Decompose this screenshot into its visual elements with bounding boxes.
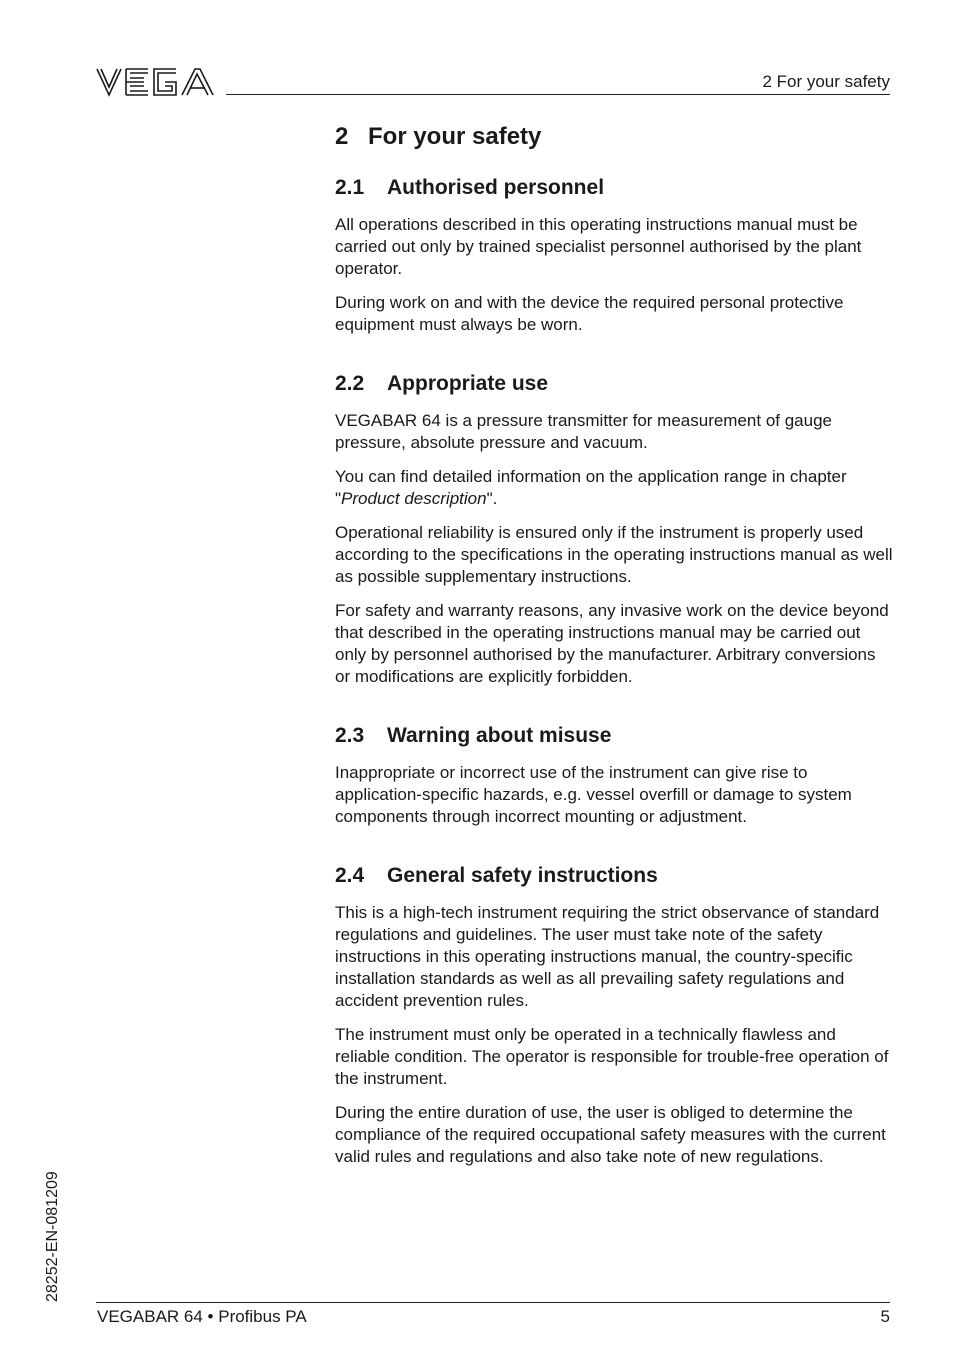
section-number: 2.3 xyxy=(335,724,365,747)
paragraph: VEGABAR 64 is a pressure transmitter for measurement of gauge pressure, absolute pressure and vacuum. xyxy=(335,411,833,452)
section-heading xyxy=(335,862,895,890)
section-authorised-personnel xyxy=(335,174,895,336)
paragraph: For safety and warranty reasons, any invasive work on the device beyond that described in the operating instructions manual may be carried out only by personnel authorised by the manufacturer. Arbitrary conversions or modifications are explicitly forbidden. xyxy=(335,601,889,686)
section-number: 2.4 xyxy=(335,864,365,887)
chapter-reference: Product description xyxy=(341,489,487,508)
section-title: General safety instructions xyxy=(387,864,658,887)
chapter-title: For your safety xyxy=(368,123,542,150)
section-title: Appropriate use xyxy=(387,372,549,395)
footer-rule xyxy=(96,1302,890,1303)
chapter-heading xyxy=(335,120,895,154)
vega-logo xyxy=(96,66,214,98)
paragraph-text: You can find detailed information on the application range in chapter xyxy=(335,467,847,486)
section-title: Authorised personnel xyxy=(387,176,605,199)
document-code: 28252-EN-081209 xyxy=(44,1171,61,1302)
paragraph: All operations described in this operating instructions manual must be carried out only by trained specialist personnel authorised by the plant operator. xyxy=(335,215,862,278)
paragraph: Inappropriate or incorrect use of the instrument can give rise to application-specific hazards, e.g. vessel overfill or damage to system components through incorrect mounting or adjustment. xyxy=(335,763,852,826)
section-heading xyxy=(335,370,895,398)
section-heading xyxy=(335,722,895,750)
chapter-number: 2 xyxy=(335,123,349,150)
running-header: 2 For your safety xyxy=(762,72,890,91)
paragraph: During work on and with the device the required personal protective equipment must always be worn. xyxy=(335,293,844,334)
main-content xyxy=(335,120,895,1202)
section-appropriate-use xyxy=(335,370,895,688)
paragraph: The instrument must only be operated in a technically flawless and reliable condition. The operator is responsible for trouble-free operation of the instrument. xyxy=(335,1025,889,1088)
section-warning-misuse xyxy=(335,722,895,828)
footer-product: VEGABAR 64 • Profibus PA xyxy=(97,1307,307,1326)
paragraph: During the entire duration of use, the user is obliged to determine the compliance of the required occupational safety measures with the current valid rules and regulations and also take note of new regulations. xyxy=(335,1103,886,1166)
section-number: 2.2 xyxy=(335,372,365,395)
paragraph: This is a high-tech instrument requiring the strict observance of standard regulations and guidelines. The user must take note of the safety instructions in this operating instructions manual, the country-specific installation standards as well as all prevailing safety regulations and accident prevention rules. xyxy=(335,903,880,1010)
section-general-safety xyxy=(335,862,895,1168)
header-rule xyxy=(226,94,890,95)
section-heading xyxy=(335,174,895,202)
section-title: Warning about misuse xyxy=(387,724,612,747)
page-number: 5 xyxy=(880,1307,890,1326)
paragraph: Operational reliability is ensured only if the instrument is properly used according to the specifications in the operating instructions manual as well as possible supplementary instructions. xyxy=(335,523,893,586)
section-number: 2.1 xyxy=(335,176,365,199)
paragraph-with-reference: You can find detailed information on the application range in chapter "Product description". xyxy=(335,467,847,508)
